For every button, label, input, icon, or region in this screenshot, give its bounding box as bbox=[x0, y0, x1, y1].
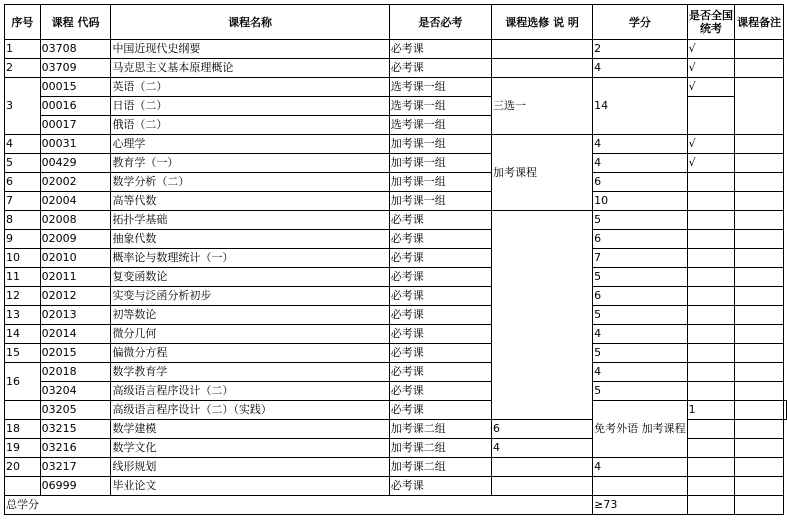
total-label: 总学分 bbox=[5, 496, 593, 515]
name-cell: 高级语言程序设计（二） bbox=[111, 382, 389, 401]
code-cell: 02010 bbox=[40, 249, 111, 268]
code-cell: 02012 bbox=[40, 287, 111, 306]
national-cell bbox=[687, 344, 735, 363]
remark-cell bbox=[735, 325, 784, 344]
required-cell: 加考课二组 bbox=[389, 458, 491, 477]
total-row bbox=[5, 496, 787, 515]
code-cell: 03215 bbox=[40, 420, 111, 439]
credit-cell: 10 bbox=[593, 192, 688, 211]
national-cell bbox=[687, 382, 735, 401]
seq-cell: 1 bbox=[5, 40, 41, 59]
header-code: 课程 代码 bbox=[40, 5, 111, 40]
required-cell: 必考课 bbox=[389, 477, 491, 496]
credit-cell: 14 bbox=[593, 78, 688, 135]
table-row bbox=[5, 192, 787, 211]
table-row bbox=[5, 458, 787, 477]
credit-cell: 5 bbox=[593, 382, 688, 401]
table-row bbox=[5, 40, 787, 59]
code-cell: 00016 bbox=[40, 97, 111, 116]
credit-cell: 6 bbox=[492, 420, 593, 439]
name-cell: 数学建模 bbox=[111, 420, 389, 439]
table-row bbox=[5, 344, 787, 363]
code-cell: 03205 bbox=[40, 401, 111, 420]
remark-cell bbox=[735, 192, 784, 211]
remark-cell bbox=[735, 382, 784, 401]
national-cell bbox=[687, 249, 735, 268]
seq-cell: 11 bbox=[5, 268, 41, 287]
credit-cell: 7 bbox=[593, 249, 688, 268]
seq-cell: 5 bbox=[5, 154, 41, 173]
remark-cell bbox=[735, 363, 784, 382]
remark-cell bbox=[735, 40, 784, 59]
seq-cell bbox=[5, 401, 41, 420]
seq-cell bbox=[5, 477, 41, 496]
credit-cell: 5 bbox=[593, 344, 688, 363]
seq-cell: 15 bbox=[5, 344, 41, 363]
remark-cell bbox=[735, 439, 784, 458]
table-row bbox=[5, 401, 787, 420]
code-cell: 02018 bbox=[40, 363, 111, 382]
code-cell: 03708 bbox=[40, 40, 111, 59]
national-cell bbox=[687, 325, 735, 344]
table-row bbox=[5, 382, 787, 401]
remark-cell bbox=[784, 401, 787, 420]
header-remark: 课程备注 bbox=[735, 5, 784, 40]
required-cell: 必考课 bbox=[389, 40, 491, 59]
remark-cell bbox=[735, 306, 784, 325]
required-cell: 必考课 bbox=[389, 59, 491, 78]
table-row bbox=[5, 363, 787, 382]
name-cell: 心理学 bbox=[111, 135, 389, 154]
note-cell bbox=[492, 40, 593, 59]
note-cell-foreign-exempt: 免考外语 加考课程 bbox=[593, 401, 688, 458]
table-row bbox=[5, 287, 787, 306]
required-cell: 必考课 bbox=[389, 382, 491, 401]
code-cell: 00017 bbox=[40, 116, 111, 135]
national-cell bbox=[687, 477, 735, 496]
note-cell bbox=[492, 59, 593, 78]
name-cell: 线形规划 bbox=[111, 458, 389, 477]
code-cell: 02002 bbox=[40, 173, 111, 192]
credit-cell: 4 bbox=[593, 154, 688, 173]
national-cell: √ bbox=[687, 78, 735, 97]
course-table bbox=[4, 4, 787, 515]
credit-cell: 4 bbox=[593, 135, 688, 154]
credit-cell: 4 bbox=[593, 59, 688, 78]
note-cell bbox=[492, 477, 593, 496]
table-row bbox=[5, 154, 787, 173]
seq-cell: 4 bbox=[5, 135, 41, 154]
code-cell: 02013 bbox=[40, 306, 111, 325]
code-cell: 00429 bbox=[40, 154, 111, 173]
credit-cell: 4 bbox=[593, 325, 688, 344]
national-cell bbox=[687, 420, 735, 439]
name-cell: 数学教育学 bbox=[111, 363, 389, 382]
credit-cell: 4 bbox=[492, 439, 593, 458]
name-cell: 马克思主义基本原理概论 bbox=[111, 59, 389, 78]
name-cell: 俄语（二） bbox=[111, 116, 389, 135]
remark-cell bbox=[735, 420, 784, 439]
credit-cell: 6 bbox=[593, 230, 688, 249]
required-cell: 选考课一组 bbox=[389, 116, 491, 135]
table-row bbox=[5, 59, 787, 78]
credit-cell: 4 bbox=[593, 363, 688, 382]
code-cell: 02009 bbox=[40, 230, 111, 249]
name-cell: 抽象代数 bbox=[111, 230, 389, 249]
required-cell: 必考课 bbox=[389, 287, 491, 306]
national-cell bbox=[687, 97, 735, 135]
credit-cell: 1 bbox=[687, 401, 735, 420]
required-cell: 必考课 bbox=[389, 363, 491, 382]
header-credit: 学分 bbox=[593, 5, 688, 40]
credit-cell: 5 bbox=[593, 306, 688, 325]
required-cell: 加考课一组 bbox=[389, 192, 491, 211]
credit-cell bbox=[593, 477, 688, 496]
remark-cell bbox=[735, 230, 784, 249]
header-row bbox=[5, 5, 787, 40]
table-row bbox=[5, 268, 787, 287]
name-cell: 高级语言程序设计（二）（实践） bbox=[111, 401, 389, 420]
credit-cell: 5 bbox=[593, 268, 688, 287]
required-cell: 必考课 bbox=[389, 249, 491, 268]
name-cell: 数学文化 bbox=[111, 439, 389, 458]
code-cell: 02011 bbox=[40, 268, 111, 287]
name-cell: 复变函数论 bbox=[111, 268, 389, 287]
code-cell: 03216 bbox=[40, 439, 111, 458]
remark-cell bbox=[735, 59, 784, 78]
required-cell: 选考课一组 bbox=[389, 78, 491, 97]
national-cell bbox=[687, 306, 735, 325]
table-row bbox=[5, 477, 787, 496]
code-cell: 03709 bbox=[40, 59, 111, 78]
note-cell bbox=[492, 458, 593, 477]
code-cell: 02014 bbox=[40, 325, 111, 344]
code-cell: 00031 bbox=[40, 135, 111, 154]
name-cell: 日语（二） bbox=[111, 97, 389, 116]
table-row bbox=[5, 135, 787, 154]
national-cell: √ bbox=[687, 40, 735, 59]
name-cell: 拓扑学基础 bbox=[111, 211, 389, 230]
note-cell bbox=[492, 211, 593, 420]
name-cell: 初等数论 bbox=[111, 306, 389, 325]
required-cell: 必考课 bbox=[389, 306, 491, 325]
required-cell: 必考课 bbox=[389, 268, 491, 287]
header-seq: 序号 bbox=[5, 5, 41, 40]
credit-cell: 2 bbox=[593, 40, 688, 59]
required-cell: 必考课 bbox=[389, 344, 491, 363]
name-cell: 数学分析（二） bbox=[111, 173, 389, 192]
national-cell bbox=[687, 173, 735, 192]
total-credit: ≥73 bbox=[593, 496, 688, 515]
seq-cell: 8 bbox=[5, 211, 41, 230]
table-row bbox=[5, 306, 787, 325]
table-row bbox=[5, 325, 787, 344]
seq-cell: 10 bbox=[5, 249, 41, 268]
remark-cell bbox=[735, 154, 784, 173]
seq-cell: 19 bbox=[5, 439, 41, 458]
credit-cell: 4 bbox=[593, 458, 688, 477]
required-cell: 选考课一组 bbox=[389, 97, 491, 116]
required-cell: 必考课 bbox=[389, 401, 491, 420]
remark-cell bbox=[735, 268, 784, 287]
national-cell bbox=[687, 439, 735, 458]
code-cell: 02004 bbox=[40, 192, 111, 211]
seq-cell: 9 bbox=[5, 230, 41, 249]
remark-cell bbox=[735, 249, 784, 268]
code-cell: 03204 bbox=[40, 382, 111, 401]
name-cell: 概率论与数理统计（一） bbox=[111, 249, 389, 268]
national-cell bbox=[735, 401, 784, 420]
code-cell: 03217 bbox=[40, 458, 111, 477]
seq-cell: 14 bbox=[5, 325, 41, 344]
note-cell-extra-courses: 加考课程 bbox=[492, 135, 593, 211]
national-cell bbox=[687, 268, 735, 287]
header-national: 是否全国统考 bbox=[687, 5, 735, 40]
national-cell bbox=[687, 458, 735, 477]
name-cell: 教育学（一） bbox=[111, 154, 389, 173]
table-row bbox=[5, 230, 787, 249]
required-cell: 必考课 bbox=[389, 211, 491, 230]
header-required: 是否必考 bbox=[389, 5, 491, 40]
table-row bbox=[5, 249, 787, 268]
required-cell: 加考课一组 bbox=[389, 135, 491, 154]
remark-cell bbox=[735, 344, 784, 363]
national-cell bbox=[687, 287, 735, 306]
note-cell-three-choose-one: 三选一 bbox=[492, 78, 593, 135]
national-cell bbox=[687, 192, 735, 211]
national-cell bbox=[687, 363, 735, 382]
seq-cell: 12 bbox=[5, 287, 41, 306]
seq-cell: 7 bbox=[5, 192, 41, 211]
name-cell: 偏微分方程 bbox=[111, 344, 389, 363]
name-cell: 毕业论文 bbox=[111, 477, 389, 496]
seq-cell: 6 bbox=[5, 173, 41, 192]
remark-cell bbox=[735, 135, 784, 154]
remark-cell bbox=[735, 458, 784, 477]
code-cell: 06999 bbox=[40, 477, 111, 496]
total-remark bbox=[735, 496, 784, 515]
seq-cell: 13 bbox=[5, 306, 41, 325]
required-cell: 加考课二组 bbox=[389, 420, 491, 439]
national-cell: √ bbox=[687, 59, 735, 78]
seq-cell: 16 bbox=[5, 363, 41, 401]
course-table-container bbox=[4, 4, 787, 515]
table-row bbox=[5, 211, 787, 230]
code-cell: 00015 bbox=[40, 78, 111, 97]
code-cell: 02015 bbox=[40, 344, 111, 363]
remark-cell bbox=[735, 287, 784, 306]
national-cell bbox=[687, 230, 735, 249]
header-note: 课程选修 说 明 bbox=[492, 5, 593, 40]
credit-cell: 5 bbox=[593, 211, 688, 230]
seq-cell: 3 bbox=[5, 78, 41, 135]
national-cell: √ bbox=[687, 154, 735, 173]
required-cell: 加考课一组 bbox=[389, 154, 491, 173]
total-national bbox=[687, 496, 735, 515]
code-cell: 02008 bbox=[40, 211, 111, 230]
name-cell: 英语（二） bbox=[111, 78, 389, 97]
credit-cell: 6 bbox=[593, 287, 688, 306]
required-cell: 必考课 bbox=[389, 230, 491, 249]
required-cell: 加考课一组 bbox=[389, 173, 491, 192]
remark-cell bbox=[735, 173, 784, 192]
credit-cell: 6 bbox=[593, 173, 688, 192]
seq-cell: 2 bbox=[5, 59, 41, 78]
required-cell: 加考课二组 bbox=[389, 439, 491, 458]
name-cell: 实变与泛函分析初步 bbox=[111, 287, 389, 306]
header-name: 课程名称 bbox=[111, 5, 389, 40]
seq-cell: 18 bbox=[5, 420, 41, 439]
remark-cell bbox=[735, 78, 784, 135]
table-row bbox=[5, 78, 787, 97]
national-cell bbox=[687, 211, 735, 230]
remark-cell bbox=[735, 477, 784, 496]
name-cell: 高等代数 bbox=[111, 192, 389, 211]
national-cell: √ bbox=[687, 135, 735, 154]
table-row bbox=[5, 173, 787, 192]
name-cell: 微分几何 bbox=[111, 325, 389, 344]
remark-cell bbox=[735, 211, 784, 230]
name-cell: 中国近现代史纲要 bbox=[111, 40, 389, 59]
required-cell: 必考课 bbox=[389, 325, 491, 344]
seq-cell: 20 bbox=[5, 458, 41, 477]
